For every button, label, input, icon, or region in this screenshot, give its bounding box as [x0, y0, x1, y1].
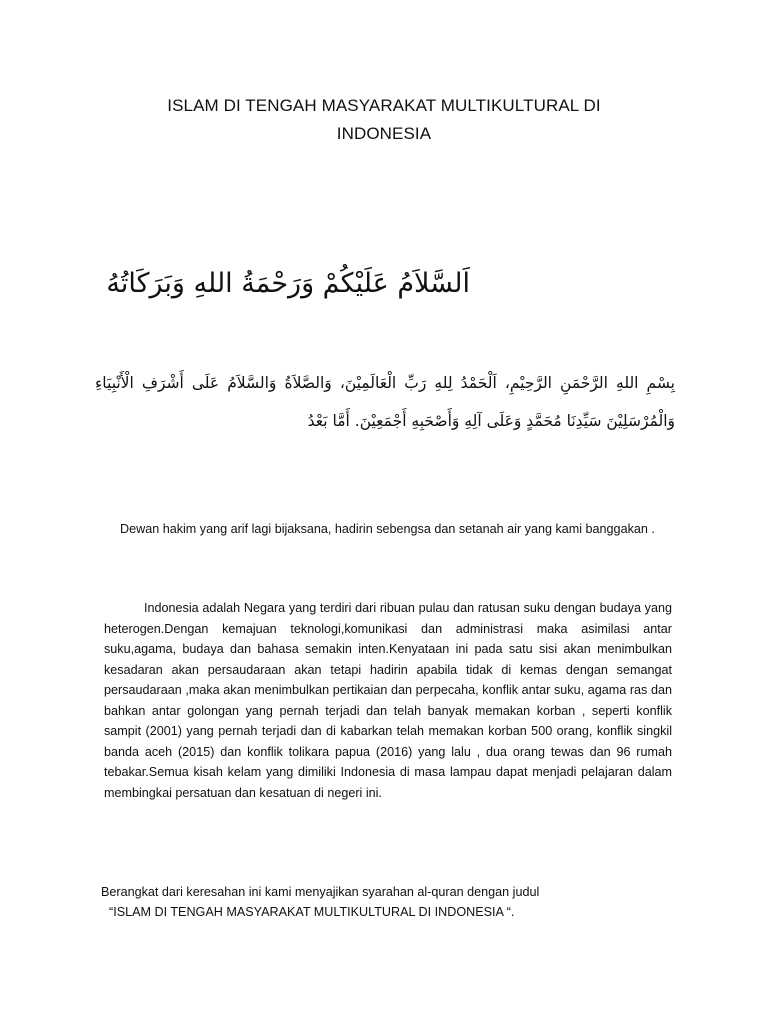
paragraph-body: Indonesia adalah Negara yang terdiri dari ribuan pulau dan ratusan suku dengan budaya yang heterogen.Dengan kemajuan teknologi,komunikasi dan administrasi maka asimilasi antar suku,agama, budaya dan bahasa semakin inten.Kenyataan ini pada satu sisi akan menimbulkan kesadaran akan persaudaraan akan tetapi hadirin apabila tidak di kemas dengan semangat persaudaraan ,maka akan menimbulkan pertikaian dan perpecaha, konflik antar suku, agama ras dan bahkan antar golongan yang pernah terjadi dan telah banyak memakan korban , seperti konflik sampit (2001) yang pernah terjadi dan di kabarkan telah memakan korban 500 orang, konflik singkil banda aceh (2015) dan konflik tolikara papua (2016) yang lalu , dua orang tewas dan 96 rumah tebakar.Semua kisah kelam yang dimiliki Indonesia di masa lampau dapat menjadi pelajaran dalam membingkai persatuan dan kesatuan di negeri ini.: [104, 601, 672, 800]
arabic-opening-prayer: بِسْمِ اللهِ الرَّحْمَنِ الرَّحِيْمِ، اَلْحَمْدُ لِلهِ رَبِّ الْعَالَمِيْنَ، وَالصَّلاَةُ وَالسَّلاَمُ عَلَى أَشْرَفِ الْأَنْبِيَاءِ وَالْمُرْسَلِيْنَ سَيِّدِنَا مُحَمَّدٍ وَعَلَى آلِهِ وَأَصْحَبِهِ أَجْمَعِيْنَ. أَمَّا بَعْدُ: [95, 374, 675, 430]
document-title: [110, 92, 658, 148]
closing-line-2: “ISLAM DI TENGAH MASYARAKAT MULTIKULTURAL DI INDONESIA “.: [109, 905, 515, 919]
title-line-1: ISLAM DI TENGAH MASYARAKAT MULTIKULTURAL DI: [167, 96, 601, 115]
title-line-2: INDONESIA: [336, 124, 432, 143]
arabic-greeting: اَلسَّلاَمُ عَلَيْكُمْ وَرَحْمَةُ اللهِ وَبَرَكَاتُهُ: [106, 268, 470, 299]
closing-text: [101, 882, 681, 922]
paragraph-greeting: Dewan hakim yang arif lagi bijaksana, hadirin sebengsa dan setanah air yang kami banggakan .: [120, 522, 655, 536]
closing-line-1: Berangkat dari keresahan ini kami menyajikan syarahan al-quran dengan judul: [101, 885, 540, 899]
